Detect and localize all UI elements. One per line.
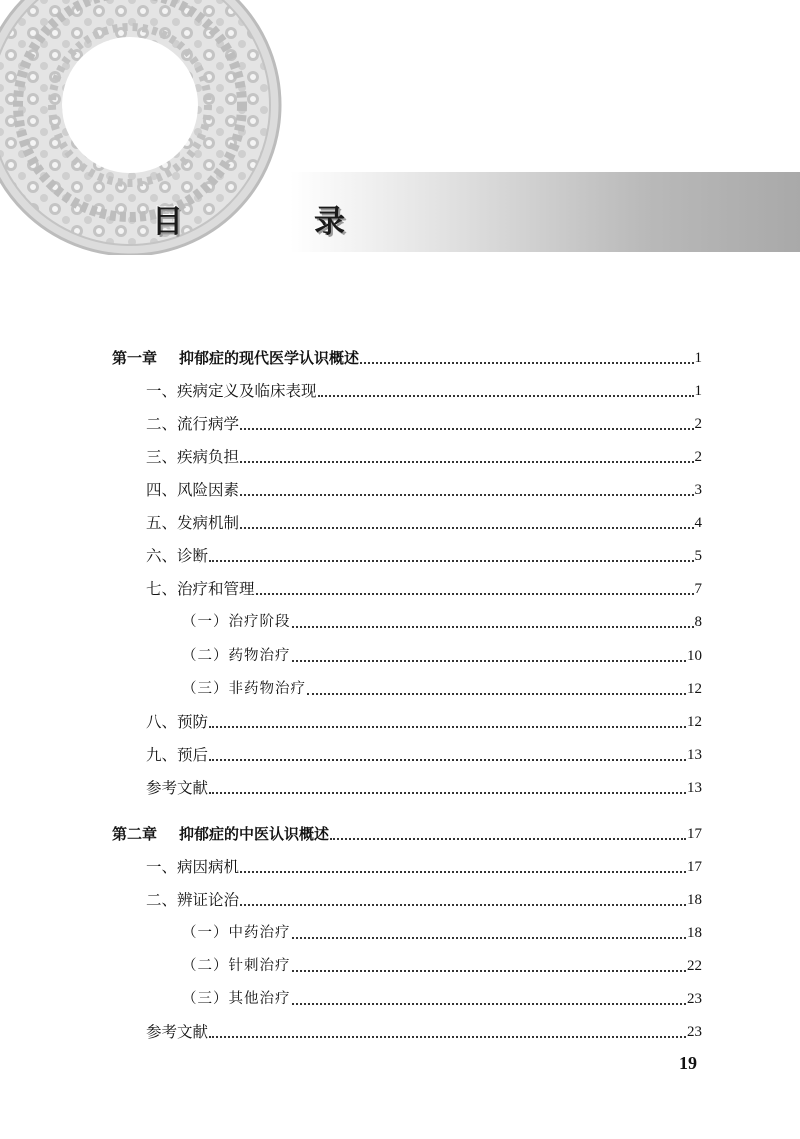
chapter-heading <box>112 824 329 844</box>
dot-leader <box>209 758 686 761</box>
dot-leader <box>240 903 686 906</box>
entry-label: 一、疾病定义及临床表现 <box>146 382 317 400</box>
page-ref: 2 <box>694 449 702 465</box>
dot-leader <box>292 936 687 939</box>
subentry-label: （二）药物治疗 <box>182 648 291 664</box>
dot-leader <box>292 1002 687 1005</box>
toc-subentry[interactable] <box>182 983 702 1009</box>
entry-label: 九、预后 <box>146 746 209 764</box>
page-ref: 18 <box>687 925 702 941</box>
page-number: 19 <box>679 1053 697 1073</box>
entry-label: 三、疾病负担 <box>146 448 240 466</box>
toc-entry[interactable] <box>146 851 702 877</box>
entry-label: 二、辨证论治 <box>146 891 240 909</box>
toc-subentry[interactable] <box>182 950 702 976</box>
toc-entry[interactable] <box>146 884 702 910</box>
toc-subentry[interactable] <box>182 640 702 666</box>
page-ref: 13 <box>687 747 702 763</box>
toc-subentry[interactable] <box>182 673 702 699</box>
entry-label: 四、风险因素 <box>146 481 240 499</box>
entry-label: 八、预防 <box>146 713 209 731</box>
chapter-number: 第二章 <box>112 825 158 843</box>
subentry-label: （三）非药物治疗 <box>182 681 306 697</box>
dot-leader <box>307 692 686 695</box>
page-ref: 17 <box>687 826 702 842</box>
page-ref: 8 <box>694 614 702 630</box>
dot-leader <box>209 791 686 794</box>
page-ref: 17 <box>687 859 702 875</box>
dot-leader <box>240 870 686 873</box>
page-ref: 4 <box>694 515 702 531</box>
page-ref: 12 <box>687 714 702 730</box>
dot-leader <box>360 361 693 364</box>
toc-entry[interactable] <box>146 540 702 566</box>
entry-label: 一、病因病机 <box>146 858 240 876</box>
page-ref: 1 <box>694 383 702 399</box>
dot-leader <box>330 837 686 840</box>
page-ref: 2 <box>694 416 702 432</box>
page-ref: 1 <box>694 350 702 366</box>
entry-label: 参考文献 <box>146 779 209 797</box>
subentry-label: （一）治疗阶段 <box>182 614 291 630</box>
dot-leader <box>240 526 693 529</box>
dot-leader <box>209 1035 686 1038</box>
toc-subentry[interactable] <box>182 917 702 943</box>
dot-leader <box>209 559 693 562</box>
dot-leader <box>240 460 693 463</box>
chapter-heading <box>112 348 359 368</box>
page-ref: 23 <box>687 1024 702 1040</box>
toc-chapter-2[interactable] <box>112 818 702 844</box>
page-ref: 5 <box>694 548 702 564</box>
subentry-label: （二）针刺治疗 <box>182 958 291 974</box>
page-ref: 13 <box>687 780 702 796</box>
page-ref: 22 <box>687 958 702 974</box>
page-ref: 12 <box>687 681 702 697</box>
page-title: 目 录 <box>152 204 395 240</box>
dot-leader <box>240 493 693 496</box>
toc-entry[interactable] <box>146 441 702 467</box>
dot-leader <box>318 394 694 397</box>
entry-label: 二、流行病学 <box>146 415 240 433</box>
page-ref: 10 <box>687 648 702 664</box>
chapter-title: 抑郁症的中医认识概述 <box>179 825 330 843</box>
entry-label: 参考文献 <box>146 1023 209 1041</box>
page-ref: 23 <box>687 991 702 1007</box>
chapter-number: 第一章 <box>112 349 158 367</box>
page-ref: 3 <box>694 482 702 498</box>
toc-subentry[interactable] <box>182 606 702 632</box>
entry-label: 五、发病机制 <box>146 514 240 532</box>
dot-leader <box>240 427 693 430</box>
toc-entry[interactable] <box>146 408 702 434</box>
entry-label: 六、诊断 <box>146 547 209 565</box>
dot-leader <box>292 659 687 662</box>
toc-entry[interactable] <box>146 375 702 401</box>
toc-chapter-1[interactable] <box>112 342 702 368</box>
toc-entry[interactable] <box>146 706 702 732</box>
toc-entry[interactable] <box>146 474 702 500</box>
toc-entry[interactable] <box>146 507 702 533</box>
page-ref: 18 <box>687 892 702 908</box>
page-ref: 7 <box>694 581 702 597</box>
dot-leader <box>292 969 687 972</box>
dot-leader <box>292 625 694 628</box>
toc-entry[interactable] <box>146 1016 702 1042</box>
entry-label: 七、治疗和管理 <box>146 580 255 598</box>
toc-entry[interactable] <box>146 573 702 599</box>
toc-entry[interactable] <box>146 739 702 765</box>
subentry-label: （一）中药治疗 <box>182 925 291 941</box>
subentry-label: （三）其他治疗 <box>182 991 291 1007</box>
dot-leader <box>256 592 694 595</box>
toc-entry[interactable] <box>146 772 702 798</box>
dot-leader <box>209 725 686 728</box>
chapter-title: 抑郁症的现代医学认识概述 <box>179 349 360 367</box>
